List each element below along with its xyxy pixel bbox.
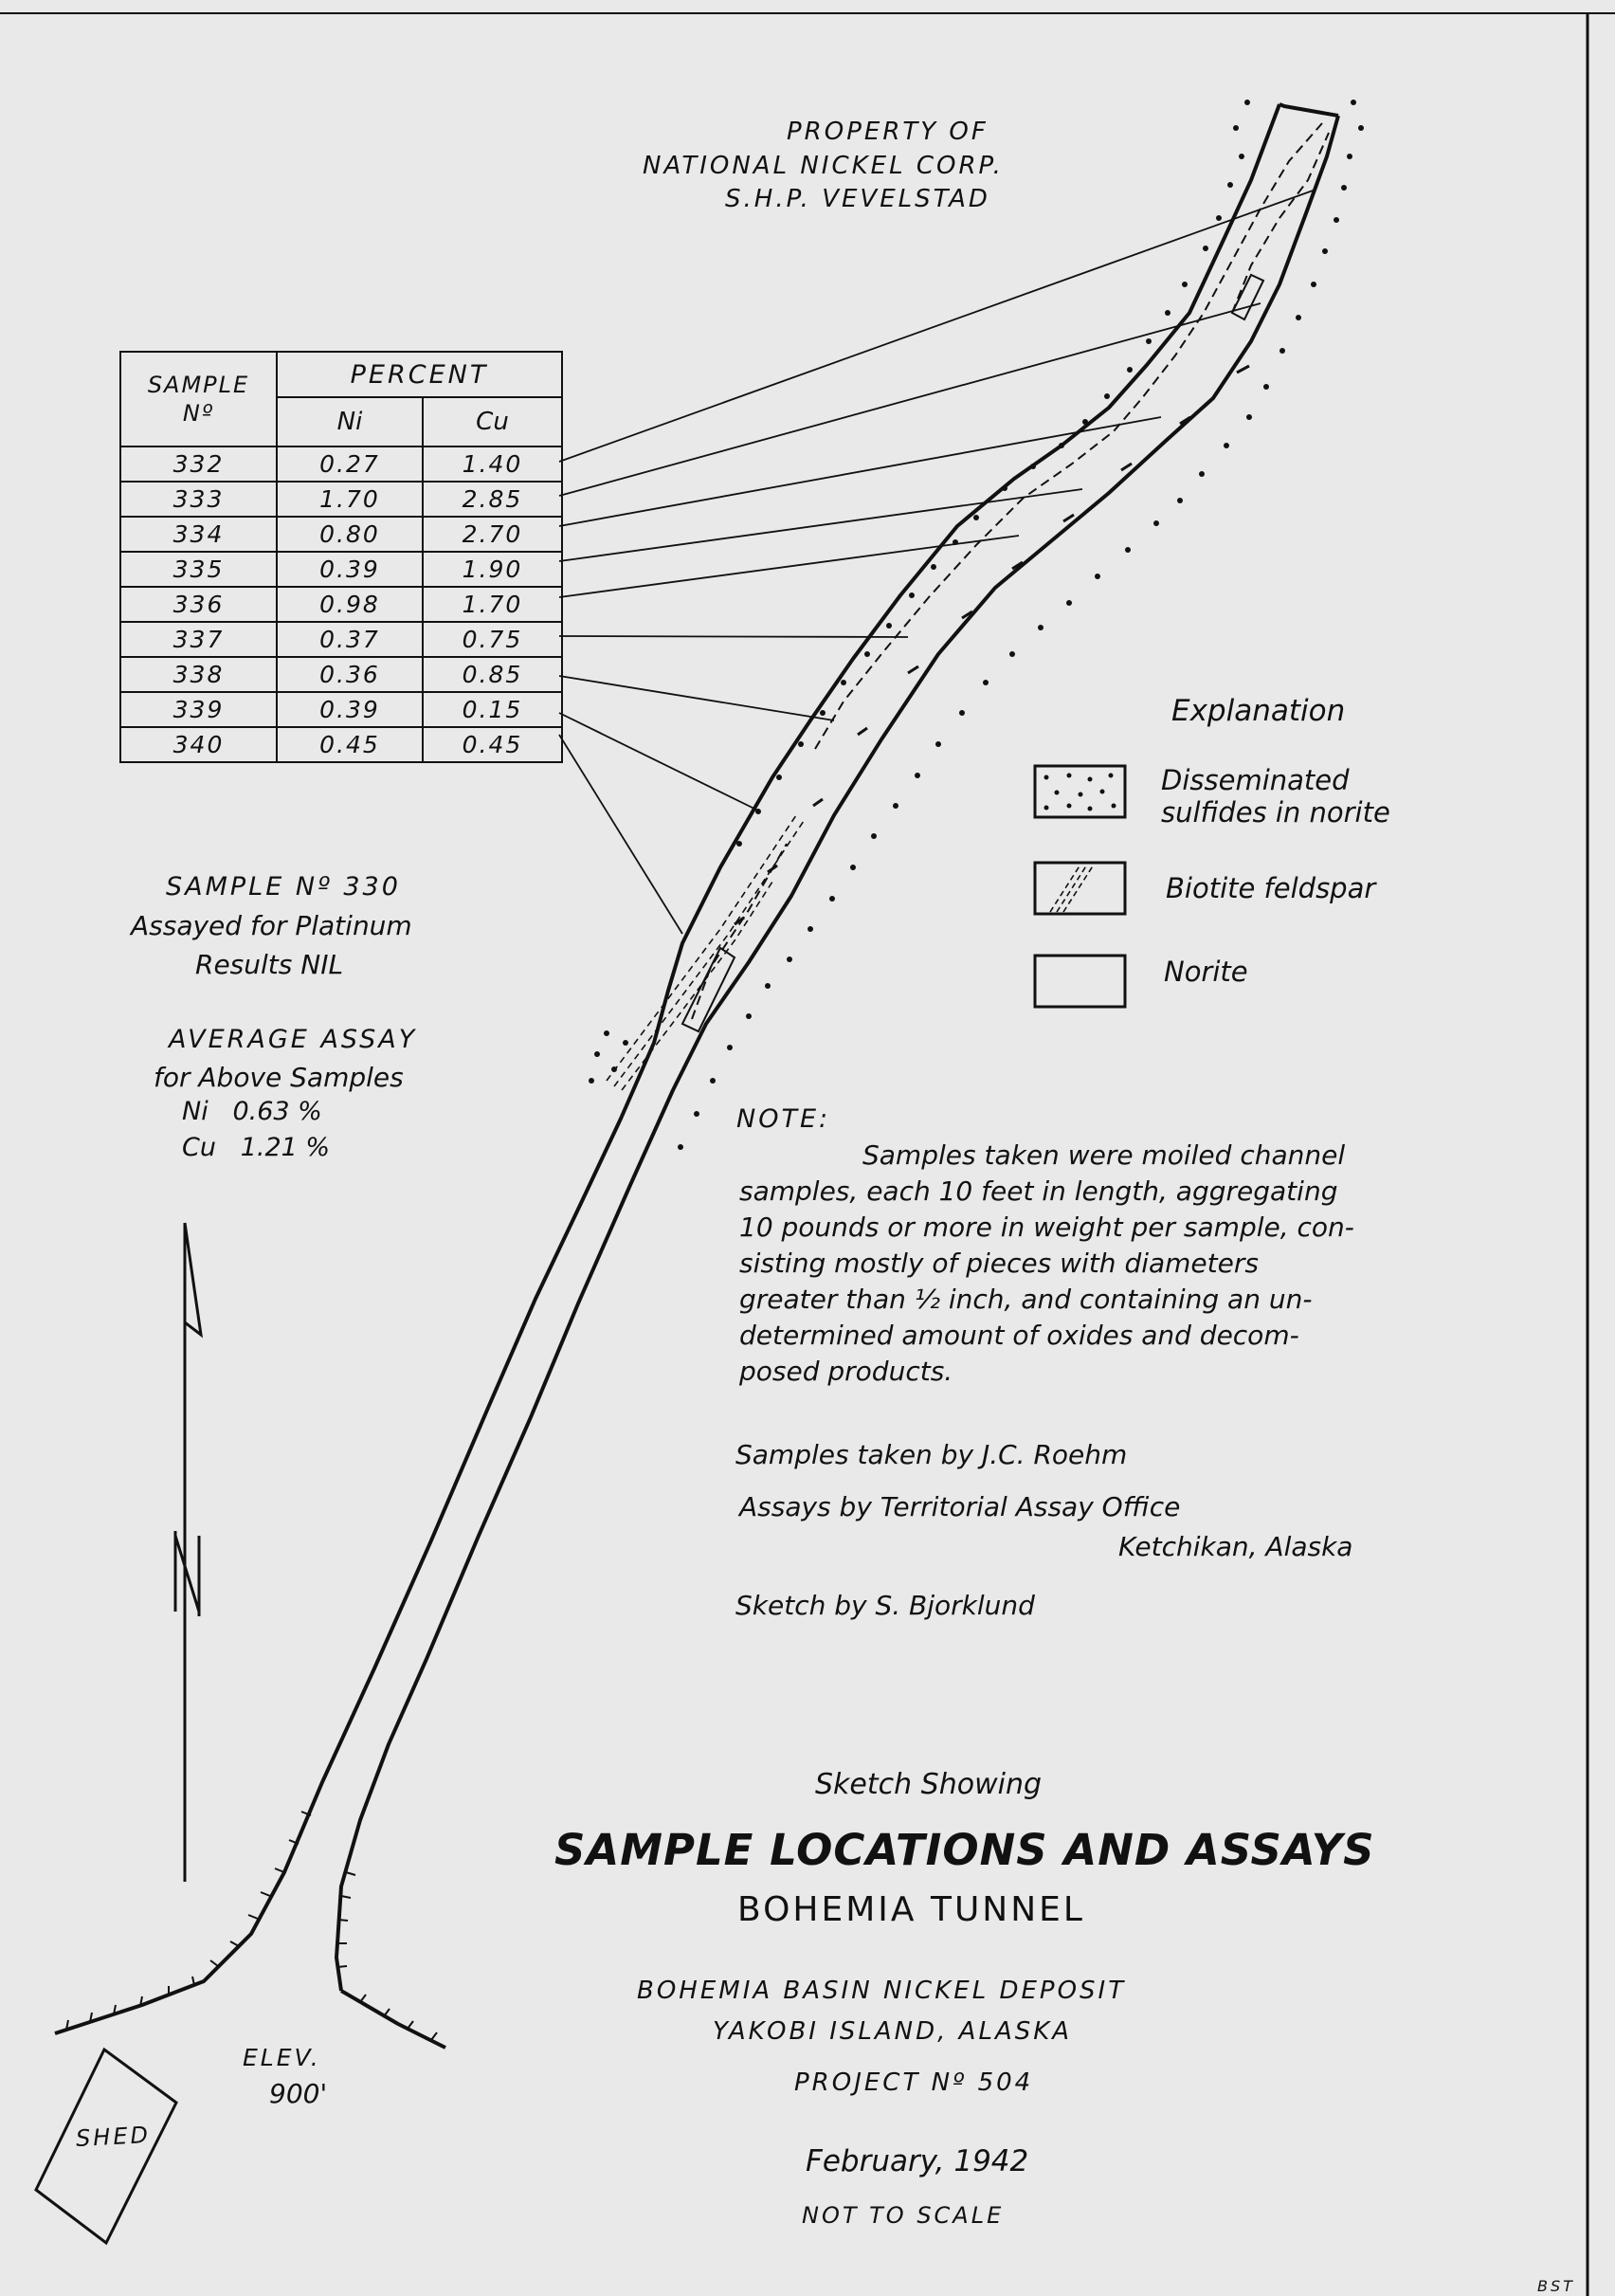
ni-value: 0.36 <box>277 657 423 692</box>
sample-330-results: Results NIL <box>195 949 344 980</box>
leader-338 <box>559 676 834 720</box>
sample-header-number: Nº <box>182 400 215 427</box>
legend-label-dots-1: Disseminated <box>1161 764 1350 796</box>
project-number: PROJECT Nº 504 <box>794 2068 1034 2097</box>
sample-header <box>120 352 277 446</box>
ni-value: 1.70 <box>277 482 423 517</box>
legend-boxes <box>1035 766 1125 1007</box>
cu-value: 0.85 <box>423 657 562 692</box>
table-row <box>120 446 562 482</box>
table-row <box>120 727 562 762</box>
north-arrow <box>175 1223 201 1882</box>
leader-332 <box>559 190 1316 462</box>
deposit-title: BOHEMIA BASIN NICKEL DEPOSIT <box>637 1977 1127 2005</box>
sample-id: 339 <box>120 692 277 727</box>
note-line-2: samples, each 10 feet in length, aggregating <box>739 1175 1338 1207</box>
alcove-marks <box>682 275 1263 1031</box>
sample-id: 336 <box>120 587 277 622</box>
average-assay-subtitle: for Above Samples <box>154 1062 404 1093</box>
sample-id: 338 <box>120 657 277 692</box>
table-row <box>120 692 562 727</box>
ni-value: 0.39 <box>277 552 423 587</box>
cu-value: 0.75 <box>423 622 562 657</box>
legend-dots-pattern <box>1044 774 1116 811</box>
sample-id: 337 <box>120 622 277 657</box>
average-cu: Cu 1.21 % <box>182 1133 331 1162</box>
main-title: SAMPLE LOCATIONS AND ASSAYS <box>554 1825 1375 1875</box>
note-line-5: greater than ½ inch, and containing an un- <box>739 1284 1313 1315</box>
legend-box-dashed <box>1035 863 1125 914</box>
shed-label: SHED <box>75 2121 152 2153</box>
note-line-3: 10 pounds or more in weight per sample, con- <box>739 1212 1354 1243</box>
sketch-showing: Sketch Showing <box>815 1768 1043 1801</box>
leader-339 <box>559 713 758 811</box>
drafter-initials: BST <box>1537 2277 1575 2295</box>
sample-id: 333 <box>120 482 277 517</box>
tunnel-face <box>1279 104 1338 116</box>
table-row <box>120 552 562 587</box>
cu-value: 2.70 <box>423 517 562 552</box>
sample-id: 334 <box>120 517 277 552</box>
legend-label-biotite: Biotite feldspar <box>1166 872 1376 904</box>
portal-hachures <box>66 1812 437 2040</box>
sample-id: 335 <box>120 552 277 587</box>
date: February, 1942 <box>806 2144 1029 2178</box>
ni-value: 0.27 <box>277 446 423 482</box>
cu-column-header: Cu <box>423 397 562 446</box>
cu-value: 2.85 <box>423 482 562 517</box>
ni-value: 0.80 <box>277 517 423 552</box>
leader-335 <box>559 489 1082 561</box>
sketch-by: Sketch by S. Bjorklund <box>735 1590 1035 1621</box>
cu-value: 1.40 <box>423 446 562 482</box>
table-row <box>120 657 562 692</box>
note-line-1: Samples taken were moiled channel <box>862 1139 1346 1171</box>
table-row <box>120 482 562 517</box>
sample-ticks <box>735 366 1249 924</box>
sample-id: 340 <box>120 727 277 762</box>
elevation-value: 900' <box>269 2078 328 2109</box>
sample-330-title: SAMPLE Nº 330 <box>166 872 401 902</box>
island-title: YAKOBI ISLAND, ALASKA <box>713 2017 1073 2046</box>
leader-333 <box>559 303 1261 496</box>
legend-dashed-pattern <box>1050 865 1094 912</box>
assays-by: Assays by Territorial Assay Office <box>739 1491 1181 1522</box>
average-assay-title: AVERAGE ASSAY <box>169 1025 418 1054</box>
note-line-4: sisting mostly of pieces with diameters <box>739 1248 1259 1279</box>
ni-value: 0.37 <box>277 622 423 657</box>
scale-note: NOT TO SCALE <box>802 2202 1005 2229</box>
sample-header-text: SAMPLE <box>147 372 250 398</box>
samples-taken-by: Samples taken by J.C. Roehm <box>735 1439 1128 1470</box>
biotite-feldspar-band <box>607 815 804 1090</box>
property-line-3: S.H.P. VEVELSTAD <box>725 185 990 213</box>
ni-column-header: Ni <box>277 397 423 446</box>
average-ni: Ni 0.63 % <box>182 1097 322 1126</box>
elevation-label: ELEV. <box>243 2044 321 2071</box>
property-line-1: PROPERTY OF <box>787 118 989 146</box>
table-row <box>120 622 562 657</box>
legend-label-norite: Norite <box>1164 956 1248 988</box>
sample-id: 332 <box>120 446 277 482</box>
cu-value: 0.45 <box>423 727 562 762</box>
ni-value: 0.98 <box>277 587 423 622</box>
cu-value: 0.15 <box>423 692 562 727</box>
percent-header: PERCENT <box>277 352 562 397</box>
cu-value: 1.90 <box>423 552 562 587</box>
sample-330-assayed: Assayed for Platinum <box>131 910 412 941</box>
note-line-7: posed products. <box>739 1356 953 1387</box>
leader-337 <box>559 636 908 637</box>
assay-table <box>119 351 563 763</box>
ni-value: 0.39 <box>277 692 423 727</box>
legend-title: Explanation <box>1171 694 1346 728</box>
note-heading: NOTE: <box>736 1104 831 1134</box>
sulfide-dots <box>589 100 1364 1150</box>
tunnel-title: BOHEMIA TUNNEL <box>737 1890 1085 1929</box>
table-row <box>120 517 562 552</box>
table-row <box>120 587 562 622</box>
legend-label-dots-2: sulfides in norite <box>1161 796 1390 829</box>
legend-box-blank <box>1035 956 1125 1007</box>
property-line-2: NATIONAL NICKEL CORP. <box>643 152 1004 180</box>
portal-right-wing <box>341 1991 445 2048</box>
ni-value: 0.45 <box>277 727 423 762</box>
cu-value: 1.70 <box>423 587 562 622</box>
note-line-6: determined amount of oxides and decom- <box>739 1320 1299 1351</box>
assays-place: Ketchikan, Alaska <box>1118 1531 1353 1562</box>
leader-336 <box>559 536 1019 597</box>
